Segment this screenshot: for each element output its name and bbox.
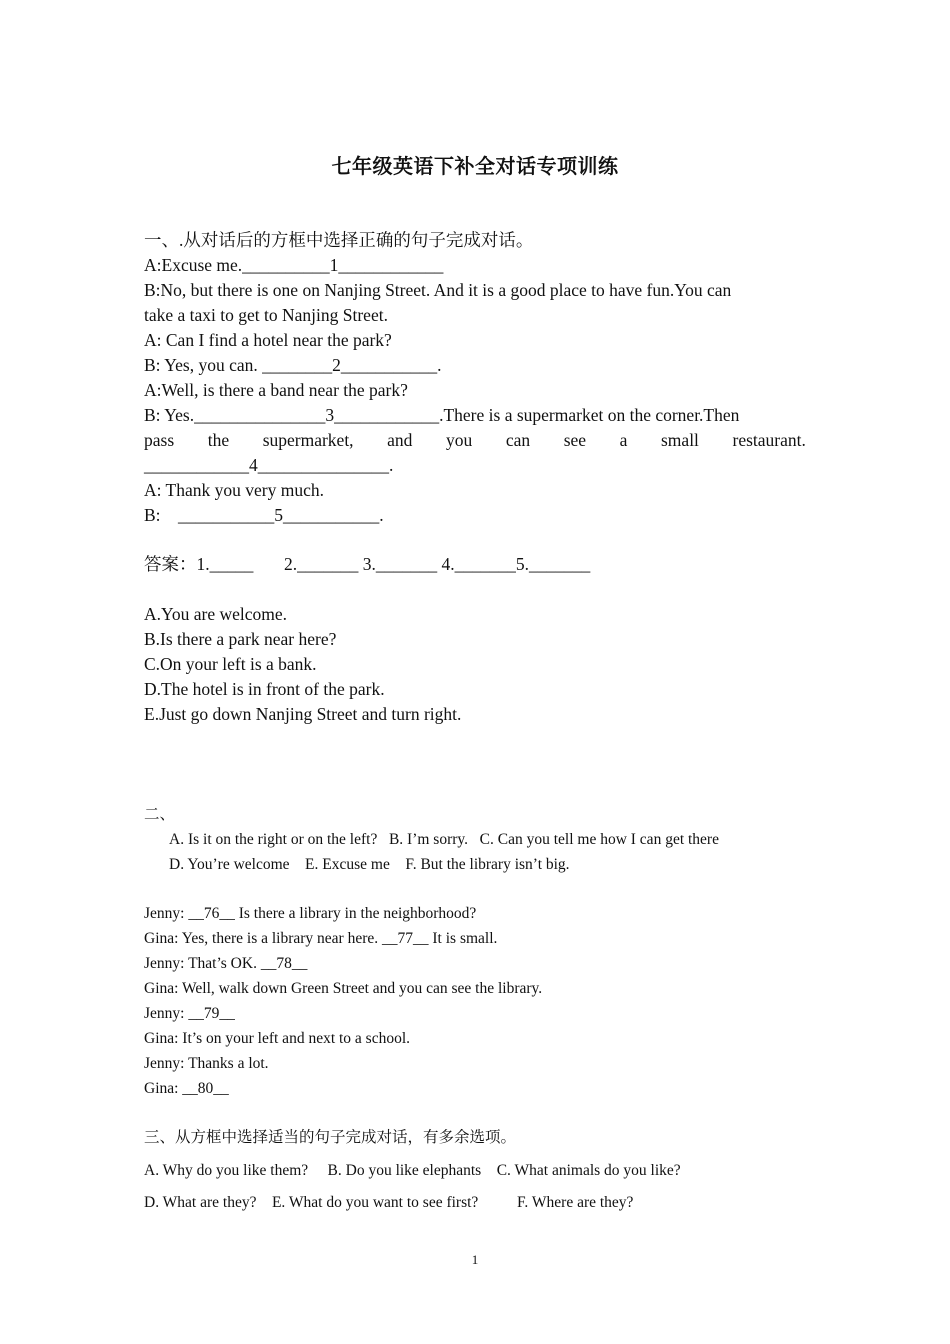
option-item: A.You are welcome. <box>144 604 288 624</box>
dialog-line: A:Excuse me.__________1____________ <box>144 255 444 275</box>
word: you <box>446 430 473 450</box>
dialog-line: B:No, but there is one on Nanjing Street. And it is a good place to have fun.You can <box>144 280 732 300</box>
word: restaurant. <box>732 430 806 450</box>
dialog-line: Gina: Well, walk down Green Street and you can see the library. <box>144 980 543 997</box>
dialog-line: take a taxi to get to Nanjing Street. <box>144 305 388 325</box>
word: a <box>619 430 628 450</box>
page-title: 七年级英语下补全对话专项训练 <box>331 154 619 178</box>
word: see <box>563 430 587 450</box>
word: supermarket, <box>262 430 354 450</box>
dialog-line: Jenny: __79__ <box>144 1005 235 1022</box>
option-item: E.Just go down Nanjing Street and turn right. <box>144 704 462 724</box>
dialog-line: B: Yes._______________3____________.There is a supermarket on the corner.Then <box>144 405 740 425</box>
word: and <box>387 430 413 450</box>
word: can <box>505 430 531 450</box>
dialog-line: Jenny: __76__ Is there a library in the neighborhood? <box>144 905 477 922</box>
page-number: 1 <box>471 1252 479 1267</box>
dialog-line: B: ___________5___________. <box>144 505 384 525</box>
word: small <box>661 430 699 450</box>
option-row: D. You’re welcome E. Excuse me F. But the library isn’t big. <box>169 856 570 873</box>
option-item: D.The hotel is in front of the park. <box>144 679 385 699</box>
answer-line: 答案：1._____ 2._______ 3._______ 4._______5._______ <box>144 554 591 574</box>
dialog-line: Gina: Yes, there is a library near here. __77__ It is small. <box>144 930 498 947</box>
dialog-line: A: Can I find a hotel near the park? <box>144 330 392 350</box>
option-row: A. Is it on the right or on the left? B. I’m sorry. C. Can you tell me how I can get there <box>169 831 719 848</box>
option-item: C.On your left is a bank. <box>144 654 317 674</box>
section2-heading: 二、 <box>144 806 176 823</box>
section1-heading: 一、.从对话后的方框中选择正确的句子完成对话。 <box>144 230 534 250</box>
section3-heading: 三、从方框中选择适当的句子完成对话，有多余选项。 <box>144 1129 517 1146</box>
option-row: A. Why do you like them? B. Do you like elephants C. What animals do you like? <box>144 1162 681 1179</box>
dialog-line: A:Well, is there a band near the park? <box>144 380 408 400</box>
dialog-line: Gina: __80__ <box>144 1080 229 1097</box>
dialog-line: B: Yes, you can. ________2___________. <box>144 355 442 375</box>
dialog-line: Gina: It’s on your left and next to a school. <box>144 1030 411 1047</box>
dialog-line: A: Thank you very much. <box>144 480 324 500</box>
word: pass <box>144 430 175 450</box>
word: the <box>207 430 230 450</box>
dialog-line: ____________4_______________. <box>144 455 394 475</box>
dialog-line: Jenny: That’s OK. __78__ <box>144 955 308 972</box>
option-item: B.Is there a park near here? <box>144 629 337 649</box>
option-row: D. What are they? E. What do you want to see first? F. Where are they? <box>144 1194 634 1211</box>
dialog-line-justified <box>144 430 806 450</box>
dialog-line: Jenny: Thanks a lot. <box>144 1055 269 1072</box>
